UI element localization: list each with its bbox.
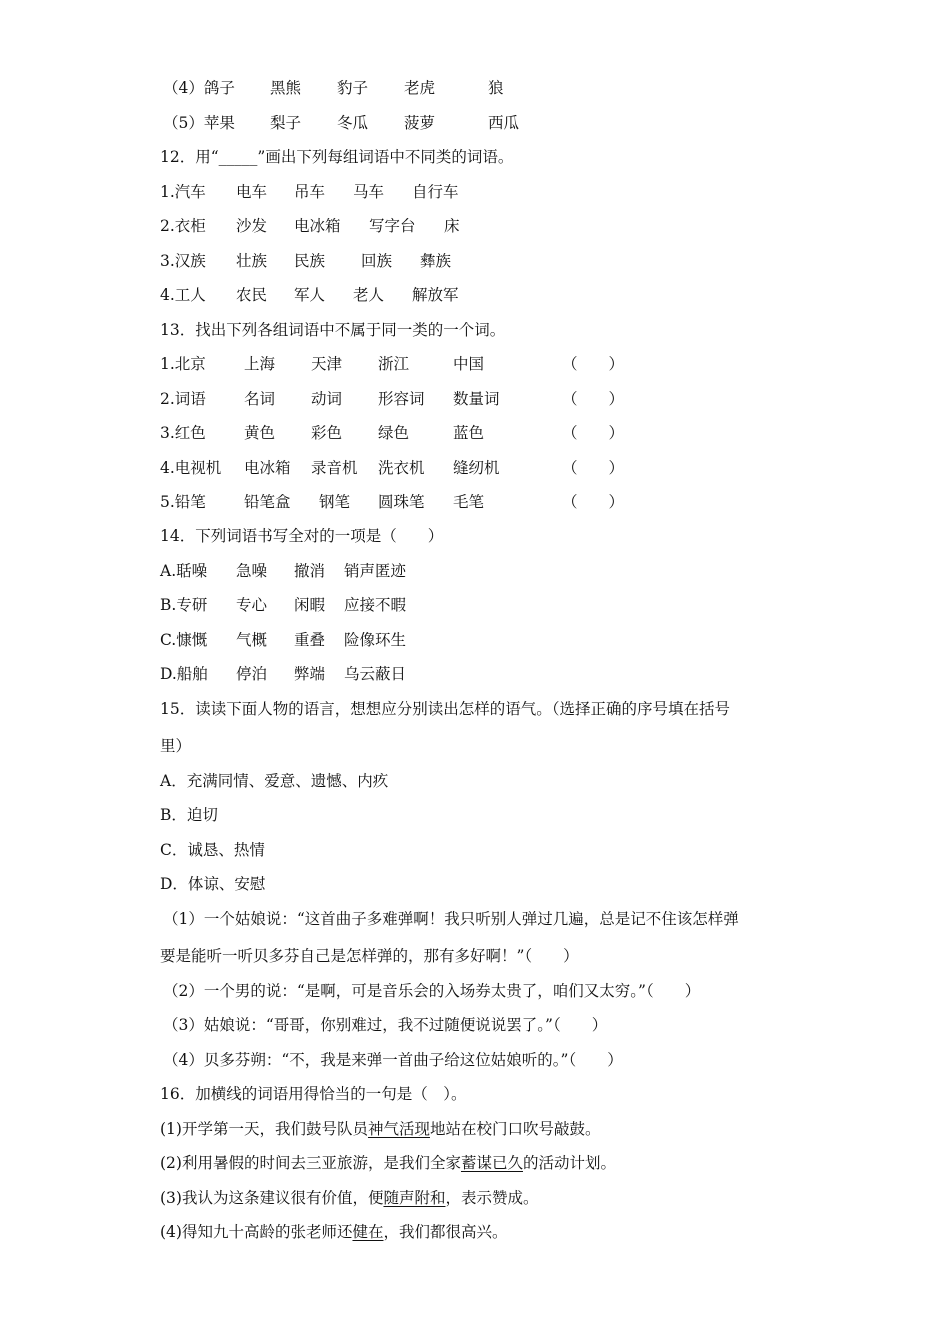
q14-word: 气概 [236,631,268,649]
q13-answer-blank: （ ） [562,459,625,477]
q15-item-2: （2）一个男的说：“是啊，可是音乐会的入场券太贵了，咱们又太穷。”（ ） [163,982,701,1000]
q13-word: 黄色 [244,424,276,442]
q13-word: 3.红色 [160,424,206,442]
q13-answer-blank: （ ） [562,355,625,373]
q13-word: 数量词 [453,390,500,408]
q14-word: 险像环生 [344,631,407,649]
q12-word: 2.衣柜 [160,217,206,235]
q16-title: 16．加横线的词语用得恰当的一句是（ ）。 [160,1085,467,1103]
q13-word: 2.词语 [160,390,206,408]
q11-word: 黑熊 [270,79,302,97]
q12-word: 沙发 [236,217,268,235]
q13-word: 形容词 [378,390,425,408]
q13-word: 绿色 [378,424,410,442]
q12-word: 4.工人 [160,286,206,304]
q14-word: 应接不暇 [344,596,407,614]
q14-word: A.聒噪 [160,562,208,580]
q13-word: 铅笔盒 [244,493,291,511]
q12-title: 12．用“_____”画出下列每组词语中不同类的词语。 [160,148,514,166]
underlined-phrase: 随声附和 [383,1189,446,1207]
q13-word: 名词 [244,390,276,408]
q15-title-cont: 里） [160,737,192,755]
q13-answer-blank: （ ） [562,493,625,511]
q16-sentence-2 [160,1151,616,1175]
q12-word: 电车 [236,183,268,201]
q11-word: 菠萝 [404,114,436,132]
q14-word: 乌云蔽日 [344,665,407,683]
q14-word: 专心 [236,596,268,614]
q14-word: 弊端 [294,665,326,683]
q13-word: 天津 [311,355,343,373]
q12-word: 民族 [294,252,326,270]
q13-word: 电冰箱 [244,459,291,477]
sentence-text: (4)得知九十高龄的张老师还 [160,1223,353,1241]
q16-sentence-4 [160,1220,508,1244]
q14-word: 停泊 [236,665,268,683]
q12-word: 彝族 [420,252,452,270]
q13-word: 1.北京 [160,355,206,373]
q15-item-1: （1）一个姑娘说：“这首曲子多难弹啊！我只听别人弹过几遍，总是记不住该怎样弹 [163,910,739,928]
q15-option-b: B．迫切 [160,806,218,824]
sentence-text: ，我们都很高兴。 [383,1223,508,1241]
sentence-text: (2)利用暑假的时间去三亚旅游，是我们全家 [160,1154,461,1172]
q12-word: 老人 [353,286,385,304]
q15-option-c: C．诚恳、热情 [160,841,265,859]
q16-sentence-1 [160,1117,601,1141]
q11-word: 豹子 [337,79,369,97]
q13-word: 录音机 [311,459,358,477]
q12-word: 1.汽车 [160,183,206,201]
q13-word: 圆珠笔 [378,493,425,511]
q15-option-a: A．充满同情、爱意、遗憾、内疚 [160,772,389,790]
q11-word: 狼 [488,79,504,97]
q13-word: 5.铅笔 [160,493,206,511]
q13-word: 动词 [311,390,343,408]
sentence-text: ，表示赞成。 [445,1189,539,1207]
q14-title: 14．下列词语书写全对的一项是（ ） [160,527,444,545]
q15-option-d: D．体谅、安慰 [160,875,266,893]
q11-word: 西瓜 [488,114,520,132]
q16-sentence-3 [160,1186,539,1210]
q12-word: 壮族 [236,252,268,270]
sentence-text: 地站在校门口吹号敲鼓。 [429,1120,601,1138]
q15-item-4: （4）贝多芬朔：“不，我是来弹一首曲子给这位姑娘听的。”（ ） [163,1051,623,1069]
q14-word: C.慷慨 [160,631,208,649]
q13-word: 洗衣机 [378,459,425,477]
underlined-phrase: 蓄谋已久 [460,1154,523,1172]
q11-word: 冬瓜 [337,114,369,132]
q12-word: 自行车 [412,183,459,201]
q12-word: 电冰箱 [294,217,341,235]
q13-word: 中国 [453,355,485,373]
q14-word: 闲暇 [294,596,326,614]
q12-word: 床 [444,217,460,235]
q14-word: 重叠 [294,631,326,649]
q12-word: 解放军 [412,286,459,304]
q13-title: 13．找出下列各组词语中不属于同一类的一个词。 [160,321,506,339]
q11-row-5-label: （5）苹果 [163,114,235,132]
sentence-text: 的活动计划。 [522,1154,616,1172]
sentence-text: (1)开学第一天，我们鼓号队员 [160,1120,368,1138]
q13-word: 蓝色 [453,424,485,442]
q12-word: 写字台 [369,217,416,235]
q14-word: 撤消 [294,562,326,580]
q14-word: 销声匿迹 [344,562,407,580]
q15-title: 15．读读下面人物的语言，想想应分别读出怎样的语气。（选择正确的序号填在括号 [160,700,730,718]
q13-word: 4.电视机 [160,459,222,477]
underlined-phrase: 神气活现 [367,1120,430,1138]
q12-word: 马车 [353,183,385,201]
q15-item-1-cont: 要是能听一听贝多芬自己是怎样弹的，那有多好啊！”（ ） [160,947,579,965]
q12-word: 回族 [361,252,393,270]
q13-word: 缝纫机 [453,459,500,477]
q14-word: D.船舶 [160,665,208,683]
q13-answer-blank: （ ） [562,424,625,442]
sentence-text: (3)我认为这条建议很有价值，便 [160,1189,384,1207]
q12-word: 吊车 [294,183,326,201]
q12-word: 3.汉族 [160,252,206,270]
q15-item-3: （3）姑娘说：“哥哥，你别难过，我不过随便说说罢了。”（ ） [163,1016,608,1034]
q14-word: B.专研 [160,596,208,614]
q13-word: 彩色 [311,424,343,442]
q12-word: 军人 [294,286,326,304]
q13-answer-blank: （ ） [562,390,625,408]
q13-word: 浙江 [378,355,410,373]
q13-word: 毛笔 [453,493,485,511]
q11-word: 梨子 [270,114,302,132]
q12-word: 农民 [236,286,268,304]
underlined-phrase: 健在 [352,1223,384,1241]
q14-word: 急噪 [236,562,268,580]
q13-word: 上海 [244,355,276,373]
q13-word: 钢笔 [319,493,351,511]
q11-row-4-label: （4）鸽子 [163,79,235,97]
q11-word: 老虎 [404,79,436,97]
